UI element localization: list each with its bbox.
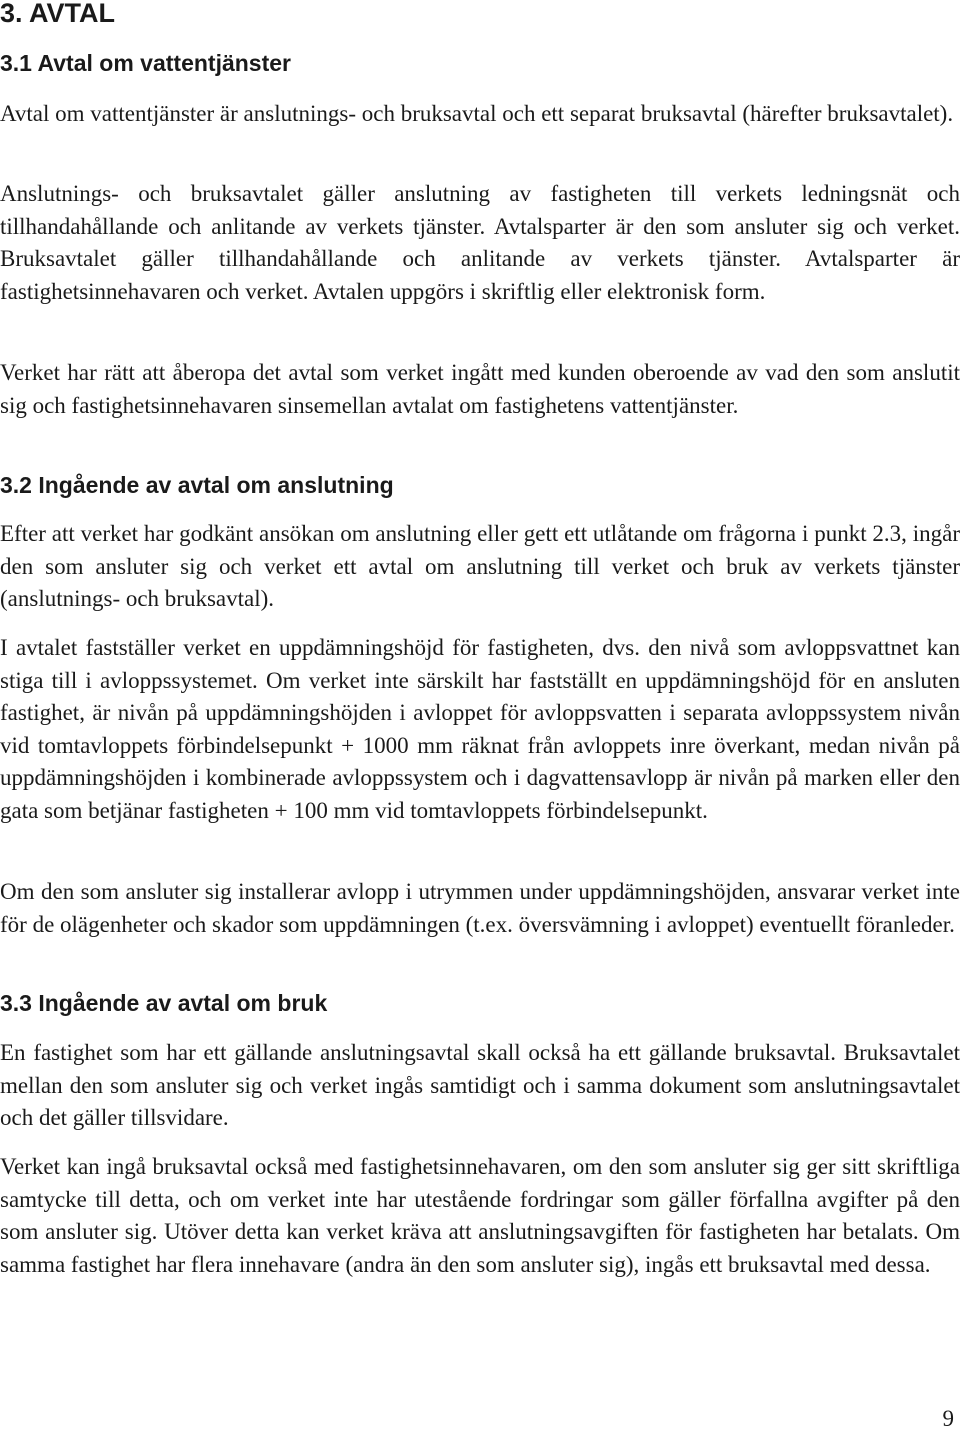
paragraph-3-3-b: Verket kan ingå bruksavtal också med fastighetsinnehavaren, om den som ansluter sig ger sitt skriftliga samtycke till detta, och om verket inte har utestående fordringar som gäller förfallna avgifter på den som ansluter sig. Utöver detta kan verket kräva att anslutningsavgiften för fastigheten har betalats. Om samma fastighet har flera innehavare (andra än den som ansluter sig), ingås ett bruksavtal med dessa. — [0, 1154, 960, 1277]
section-heading-3-1: 3.1 Avtal om vattentjänster — [0, 50, 292, 76]
page-number: 9 — [942, 1406, 954, 1431]
section-heading-3-2: 3.2 Ingående av avtal om anslutning — [0, 472, 394, 498]
paragraph-3-2-c: Om den som ansluter sig installerar avlopp i utrymmen under uppdämningshöjden, ansvarar verket inte för de olägenheter och skador som uppdämningen (t.ex. översvämning i avloppet) eventuellt föranleder. — [0, 879, 960, 937]
paragraph-3-2-b: I avtalet fastställer verket en uppdämningshöjd för fastigheten, dvs. den nivå som avloppsvattnet kan stiga till i avloppssystemet. Om verket inte särskilt har fastställt en uppdämningshöjd för en ansluten fastighet, är nivån på uppdämningshöjden i avloppet för avloppsvatten i separata avloppssystem nivån vid tomtavloppets förbindelsepunkt + 1000 mm räknat från avloppets inre överkant, medan nivån på uppdämningshöjden i kombinerade avloppssystem och i dagvattensavlopp är nivån på marken eller den gata som betjänar fastigheten + 100 mm vid tomtavloppets förbindelsepunkt. — [0, 635, 960, 823]
paragraph-3-3-a: En fastighet som har ett gällande anslutningsavtal skall också ha ett gällande bruksavtal. Bruksavtalet mellan den som ansluter sig och verket ingås samtidigt och i samma dokument som anslutningsavtalet och det gäller tillsvidare. — [0, 1040, 960, 1130]
paragraph-3-1-c: Verket har rätt att åberopa det avtal som verket ingått med kunden oberoende av vad den som anslutit sig och fastighetsinnehavaren sinsemellan avtalat om fastighetens vattentjänster. — [0, 360, 960, 418]
section-heading-3-3: 3.3 Ingående av avtal om bruk — [0, 990, 328, 1016]
paragraph-3-1-b: Anslutnings- och bruksavtalet gäller anslutning av fastigheten till verkets ledningsnät och tillhandahållande och anlitande av verkets tjänster. Avtalsparter är den som ansluter sig och verket. Bruksavtalet gäller tillhandahållande och anlitande av verkets tjänster. Avtalsparter är fastighetsinnehavaren och verket. Avtalen uppgörs i skriftlig eller elektronisk form. — [0, 181, 960, 304]
paragraph-3-1-a: Avtal om vattentjänster är anslutnings- och bruksavtal och ett separat bruksavtal (härefter bruksavtalet). — [0, 101, 954, 126]
paragraph-3-2-a: Efter att verket har godkänt ansökan om anslutning eller gett ett utlåtande om frågorna i punkt 2.3, ingår den som ansluter sig och verket ett avtal om anslutning till verket och bruk av verkets tjänster (anslutnings- och bruksavtal). — [0, 521, 960, 611]
chapter-title: 3. AVTAL — [0, 0, 116, 28]
